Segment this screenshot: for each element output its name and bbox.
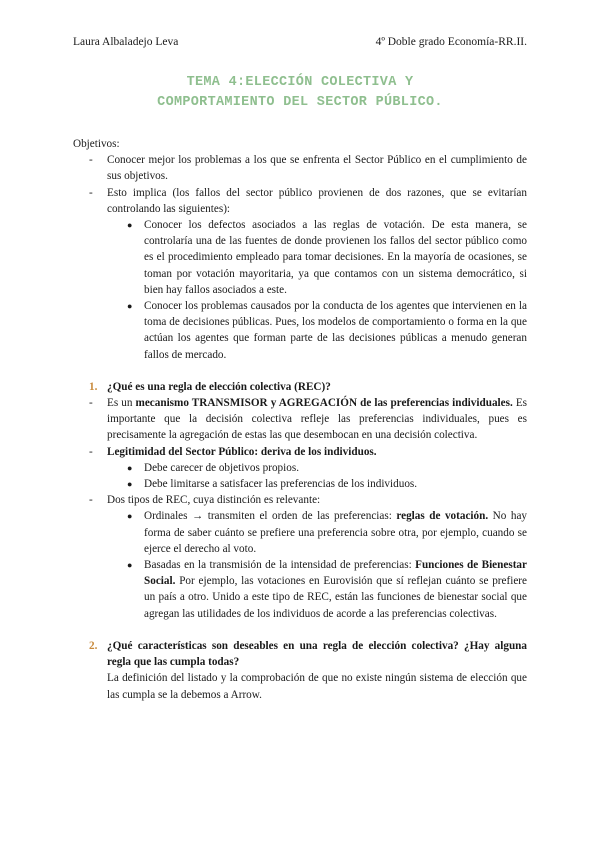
list-item: [73, 395, 527, 444]
question-1: [73, 379, 527, 395]
q1-rec-ordinal: Ordinales → transmiten el orden de las preferencias: reglas de votación. No hay forma de saber cuánto se prefiere una preferencia sobre otra, por ejemplo, cuando se ejerce el derecho al voto.: [144, 510, 528, 555]
dash-marker: -: [89, 445, 93, 458]
question-text: ¿Qué es una regla de elección colectiva (REC)?: [107, 380, 331, 393]
q1-legitimacy-sub-1: Debe carecer de objetivos propios.: [144, 461, 300, 474]
bullet-icon: ●: [127, 560, 133, 571]
question-number: 2.: [89, 639, 98, 652]
list-item: [73, 508, 527, 557]
bullet-icon: ●: [127, 462, 133, 473]
question-text: ¿Qué características son deseables en una regla de elección colectiva? ¿Hay alguna regla que las cumpla todas?: [107, 639, 527, 669]
title-line-1: TEMA 4:ELECCIÓN COLECTIVA Y: [186, 75, 414, 90]
dash-marker: -: [89, 494, 93, 507]
bullet-icon: ●: [127, 220, 133, 231]
bullet-icon: ●: [127, 479, 133, 490]
bullet-icon: ●: [127, 301, 133, 312]
dash-marker: -: [89, 154, 93, 167]
list-item: [73, 217, 527, 298]
q1-rec-types: Dos tipos de REC, cuya distinción es relevante:: [107, 494, 321, 507]
dash-marker: -: [89, 186, 93, 199]
question-number: 1.: [89, 380, 98, 393]
objective-sub-2: Conocer los problemas causados por la conducta de los agentes que intervienen en la toma de decisiones públicas. Pues, los modelos de comportamiento o forma en la que actúan los agentes que forman parte de las decisiones públicas a menudo generan fallos de mercado.: [144, 300, 527, 361]
q1-rec-intensity: Basadas en la transmisión de la intensidad de preferencias: Funciones de Bienestar Social. Por ejemplo, las votaciones en Eurovisión que sí reflejan cuánto se prefiere un país a otro. Unido a este tipo de REC, están las funciones de bienestar social que agregan las utilidades de los individuos de acorde a las preferencias colectivas.: [144, 559, 527, 620]
question-2: [73, 638, 527, 670]
list-item: [73, 492, 527, 508]
title-line-2: COMPORTAMIENTO DEL SECTOR PÚBLICO.: [157, 95, 443, 110]
document-title: [0, 73, 600, 113]
list-item: [73, 185, 527, 217]
list-item: [73, 298, 527, 363]
list-item: [73, 460, 527, 476]
q1-legitimacy: Legitimidad del Sector Público: deriva de los individuos.: [107, 445, 377, 458]
list-item: [73, 152, 527, 184]
objective-item-2: Esto implica (los fallos del sector público provienen de dos razones, que se evitarían controlando las siguientes):: [107, 186, 527, 215]
list-item: [73, 557, 527, 622]
dash-marker: -: [89, 397, 93, 410]
objective-sub-1: Conocer los defectos asociados a las reglas de votación. De esta manera, se controlaría una de las fuentes de donde provienen los fallos del sector público como es el procedimiento empleado para tomar decisiones. En la mayoría de ocasiones, se toman por votación mayoritaria, ya que contamos con un sistema democrático, si bien hay fallos asociados a este.: [144, 219, 527, 296]
q1-legitimacy-sub-2: Debe limitarse a satisfacer las preferencias de los individuos.: [144, 478, 418, 491]
list-item: [73, 476, 527, 492]
header-author: Laura Albaladejo Leva: [73, 36, 179, 48]
q1-definition: Es un mecanismo TRANSMISOR y AGREGACIÓN de las preferencias individuales. Es importante que la decisión colectiva refleje las preferencias individuales, pues es precisamente la agregación de estas las que desembocan en una decisión colectiva.: [107, 397, 528, 442]
q2-answer: La definición del listado y la comprobación de que no existe ningún sistema de elección que las cumpla se la debemos a Arrow.: [107, 672, 527, 701]
list-item: [73, 444, 527, 460]
document-body: [73, 136, 527, 703]
header-course: 4º Doble grado Economía-RR.II.: [375, 36, 527, 48]
bullet-icon: ●: [127, 511, 133, 522]
objective-item-1: Conocer mejor los problemas a los que se enfrenta el Sector Público en el cumplimiento de sus objetivos.: [107, 154, 527, 183]
objectives-heading: Objetivos:: [73, 138, 120, 150]
